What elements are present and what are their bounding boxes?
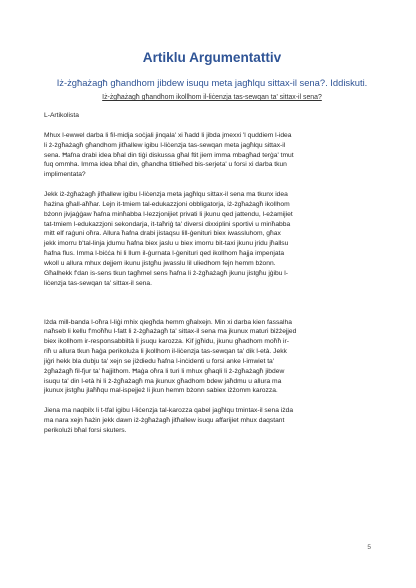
paragraph-4 (44, 406, 380, 436)
text-line: bżonn jivjaġġaw ħafna minħabba l-lezzjonijiet privati li jkunu qed jattendu, l-eżamijiet (44, 210, 293, 218)
text-line: Mhux l-ewwel darba li fil-midja soċjali jinqala' xi ħadd li jibda jmexxi 'l quddiem l-idea (44, 131, 292, 139)
text-line: wkoll u allura mhux dejjem ikunu jistgħu jwasslu lil uliedhom fejn hemm bżonn. (44, 259, 276, 267)
text-line: Jiena ma naqbilx li t-tfal igibu l-liċenzja tal-karozza qabel jagħlqu tmintax-il sena iżda (44, 407, 294, 415)
text-line: ħafna flus. Imma l-biċċa hi li llum il-ġurnata l-ġenituri qed ikollhom ħajja impenjata (44, 250, 285, 258)
paragraph-2 (44, 190, 380, 288)
paragraph-gap (44, 299, 380, 318)
text-line: tat-tmiem l-edukazzjoni sekondarja, it-taħriġ ta' diversi dixxiplini sportivi u minħabba (44, 220, 291, 228)
text-line: biex ikollhom ir-responsabbiltà li jsuqu karozza. Kif jgħidu, jkunu għadhom moħħ ir- (44, 338, 289, 346)
text-line: fuq ommha. Imma idea bħal din, għandha tittieħed bis-serjeta' u forsi xi darba tkun (44, 161, 287, 169)
text-line: Jekk iż-żgħażagħ jitħallew igibu l-liċenzja meta jagħlqu sittax-il sena ma tkunx idea (44, 191, 288, 199)
text-line: żgħażagħ fil-fjur ta' ħajjithom. Ħaġa oħra li turi li mhux għaqli li ż-żgħażagħ jibdew (44, 367, 285, 375)
paragraph-1 (44, 131, 380, 180)
text-line: sena. Ħafna drabi idea bħal din tiġi diskussa għal ftit jiem imma mbagħad terġa' tmut (44, 151, 294, 159)
paragraph-3 (44, 318, 380, 397)
text-line: riħ u allura tkun ħaġa perikoluża li jkollhom il-liċenzja tas-sewqan ta' dik l-età. Jekk (44, 348, 287, 356)
text-line: jekk imorru b'tal-linja jdumu ħafna biex jaslu u biex imorru bit-taxi jkunu jridu jħallsu (44, 240, 289, 248)
text-line: mitt elf raġuni oħra. Allura ħafna drabi jistaqsu lill-ġenituri biex iwassluhom, għax (44, 230, 281, 238)
text-line: Iżda mill-banda l-oħra l-liġi mhix qiegħda hemm għalxejn. Min xi darba kien fassalha (44, 318, 292, 326)
text-line: perikolużi bħal forsi skuters. (44, 426, 127, 434)
author-name: L-Artikolista (44, 112, 79, 119)
text-line: Għalhekk f'dan is-sens tkun tagħmel sens ħafna li ż-żgħażagħ jkunu jistgħu jġibu l- (44, 269, 289, 277)
text-line: jkunux jistgħu jlaħħqu mal-ispejjeż li jkun hemm bżonn sabiex iżżomm karozza. (44, 387, 278, 395)
text-line: li ż-żgħażagħ għandhom jitħallew igibu l-liċenzja tas-sewqan meta jagħlqu sittax-il (44, 141, 286, 149)
article-title: Artiklu Argumentattiv (142, 50, 282, 65)
page-number: 5 (367, 544, 371, 551)
text-line: implimentata? (44, 171, 86, 179)
text-line: ma nara xejn ħażin jekk dawn iż-żgħażagħ jitħallew isuqu affarijiet mhux daqstant (44, 417, 285, 425)
article-subline: Iż-żgħażagħ għandhom ikollhom il-liċenzja tas-sewqan ta' sittax-il sena? (102, 94, 322, 101)
text-line: liċenzja tas-sewqan ta' sittax-il sena. (44, 279, 152, 287)
text-line: naħseb li kellu f'moħħu l-fatt li ż-żgħażagħ ta' sittax-il sena ma jkunux maturi biżżejjed (44, 328, 297, 336)
article-subtitle: Iż-żgħażagħ għandhom jibdew isuqu meta jagħlqu sittax-il sena?. Iddiskuti. (56, 77, 368, 88)
text-line: ħażina għall-aħħar. Lejn it-tmiem tal-edukazzjoni obbligatorja, iż-żgħażagħ ikollhom (44, 200, 290, 208)
text-line: isuqu ta' din l-età hi li ż-żgħażagħ ma jkunux għadhom bdew jaħdmu u allura ma (44, 377, 282, 385)
text-line: jiġri hekk bla dubju ta' xejn se jiżdiedu ħafna l-inċidenti u forsi anke l-imwiet ta' (44, 357, 275, 365)
